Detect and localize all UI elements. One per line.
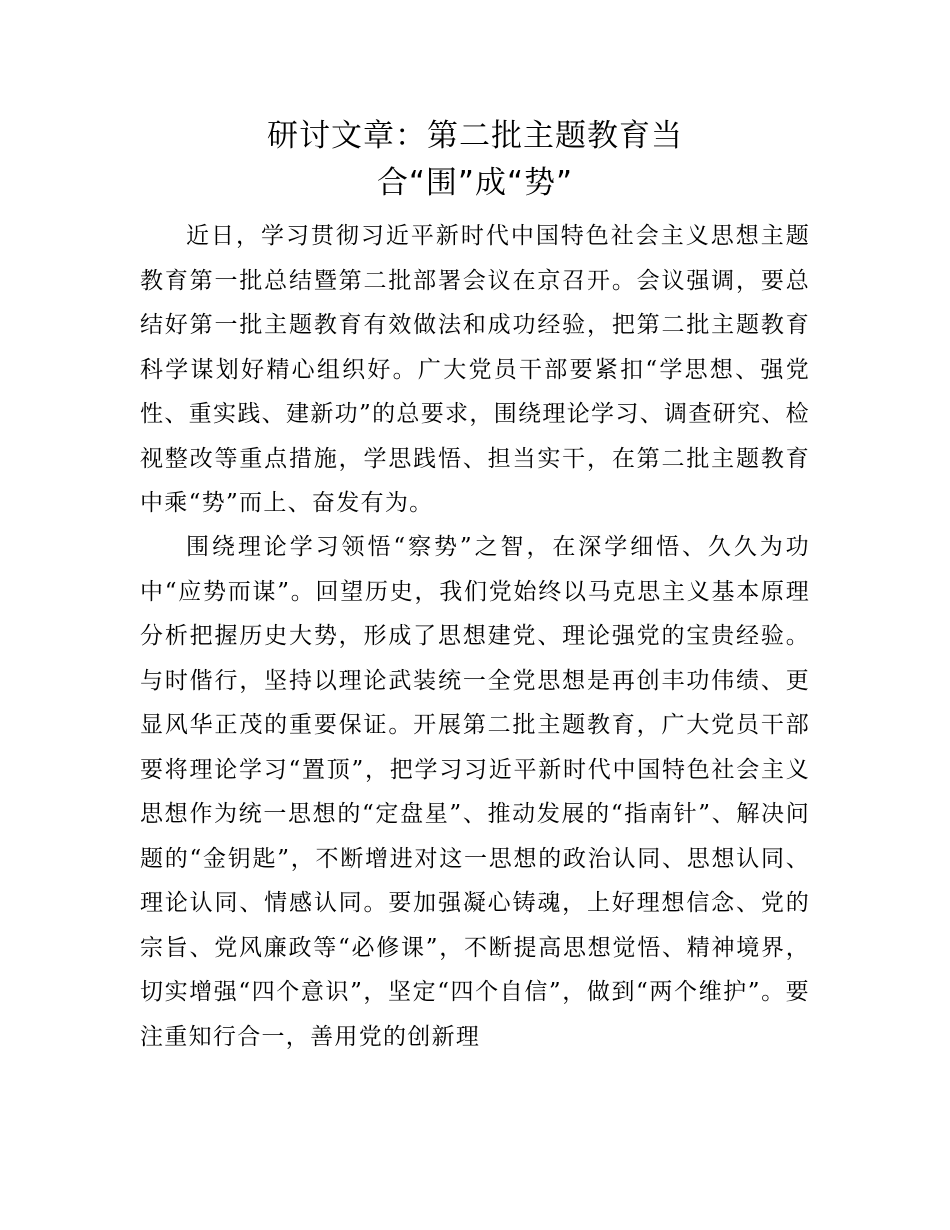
article-title-line-2: 合“围”成“势” bbox=[376, 165, 574, 201]
article-title-line-1: 研讨文章：第二批主题教育当 bbox=[267, 118, 683, 154]
paragraph-theory-study: 围绕理论学习领悟“察势”之智，在深学细悟、久久为功中“应势而谋”。回望历史，我们党始终以马克思主义基本原理分析把握历史大势，形成了思想建党、理论强党的宝贵经验。与时偕行，坚持以理论武装统一全党思想是再创丰功伟绩、更显风华正茂的重要保证。开展第二批主题教育，广大党员干部要将理论学习“置顶”，把学习习近平新时代中国特色社会主义思想作为统一思想的“定盘星”、推动发展的“指南针”、解决问题的“金钥匙”，不断增进对这一思想的政治认同、思想认同、理论认同、情感认同。要加强凝心铸魂，上好理想信念、党的宗旨、党风廉政等“必修课”，不断提高思想觉悟、精神境界，切实增强“四个意识”，坚定“四个自信”，做到“两个维护”。要注重知行合一，善用党的创新理 bbox=[140, 534, 810, 1050]
paragraph-intro: 近日，学习贯彻习近平新时代中国特色社会主义思想主题教育第一批总结暨第二批部署会议在京召开。会议强调，要总结好第一批主题教育有效做法和成功经验，把第二批主题教育科学谋划好精心组织好。广大党员干部要紧扣“学思想、强党性、重实践、建新功”的总要求，围绕理论学习、调查研究、检视整改等重点措施，学思践悟、担当实干，在第二批主题教育中乘“势”而上、奋发有为。 bbox=[140, 223, 810, 516]
